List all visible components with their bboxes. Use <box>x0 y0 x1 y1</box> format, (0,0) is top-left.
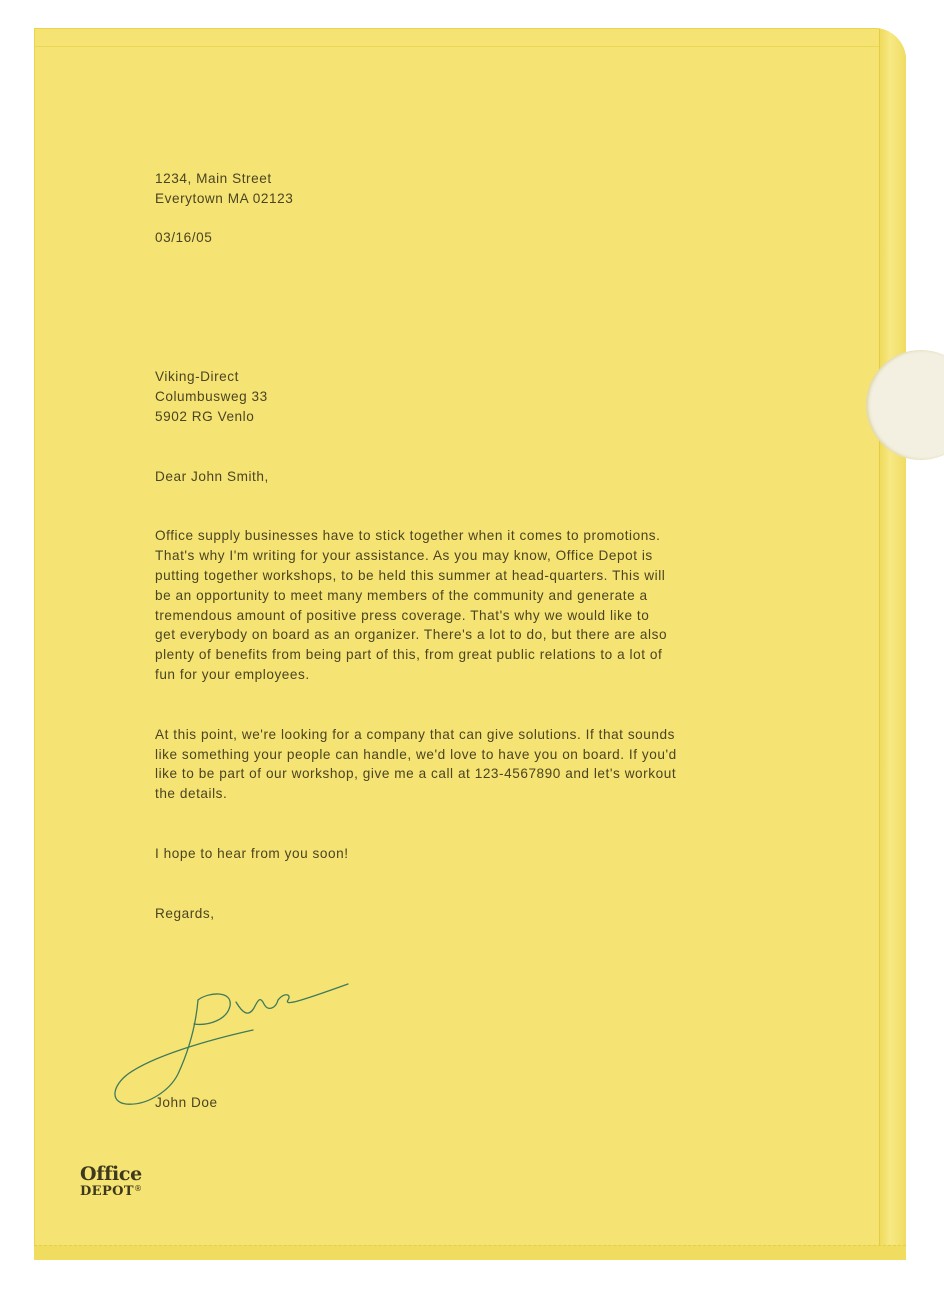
signature-stroke <box>115 1000 253 1104</box>
letter-body <box>155 169 795 924</box>
sender-street: 1234, Main Street <box>155 171 272 186</box>
folder-bottom-seam <box>34 1245 906 1260</box>
paragraph-line: be an opportunity to meet many members of the community and generate a <box>155 587 648 603</box>
paragraph-line: fun for your employees. <box>155 666 310 682</box>
recipient-street: Columbusweg 33 <box>155 388 268 404</box>
logo-line-office: Office <box>80 1163 142 1185</box>
paragraph-line: get everybody on board as an organizer. There's a lot to do, but there are also <box>155 627 668 643</box>
paragraph-line: putting together workshops, to be held this summer at head-quarters. This will <box>155 567 666 583</box>
paragraph-line: Office supply businesses have to stick together when it comes to promotions. <box>155 528 661 544</box>
closing-line: I hope to hear from you soon! <box>155 845 349 861</box>
paragraph-2 <box>155 725 795 804</box>
signer-name: John Doe <box>155 1095 218 1110</box>
folder-edge <box>879 28 906 1260</box>
recipient-name: Viking-Direct <box>155 369 239 385</box>
paragraph-line: like something your people can handle, we'd love to have you on board. If you'd <box>155 746 677 762</box>
paragraph-1 <box>155 526 795 684</box>
salutation: Dear John Smith, <box>155 468 269 484</box>
signature-stroke <box>236 1000 278 1013</box>
letter-date: 03/16/05 <box>155 230 213 246</box>
recipient-city: 5902 RG Venlo <box>155 408 255 424</box>
regards: Regards, <box>155 905 215 921</box>
signature-stroke <box>278 984 348 1003</box>
signature-stroke <box>194 994 230 1024</box>
paragraph-line: At this point, we're looking for a company that can give solutions. If that sounds <box>155 726 675 742</box>
office-depot-logo <box>80 1165 142 1198</box>
sender-city: Everytown MA 02123 <box>155 190 294 206</box>
paragraph-line: plenty of benefits from being part of this, from great public relations to a lot of <box>155 647 663 663</box>
logo-line-depot: DEPOT <box>80 1184 134 1199</box>
paragraph-line: That's why I'm writing for your assistance. As you may know, Office Depot is <box>155 548 653 564</box>
paragraph-line: the details. <box>155 786 228 802</box>
handwritten-signature <box>108 978 358 1110</box>
paragraph-line: like to be part of our workshop, give me a call at 123-4567890 and let's workout <box>155 766 677 782</box>
paragraph-line: tremendous amount of positive press coverage. That's why we would like to <box>155 607 650 623</box>
registered-mark: ® <box>133 1184 143 1193</box>
folder-crease <box>34 46 880 47</box>
